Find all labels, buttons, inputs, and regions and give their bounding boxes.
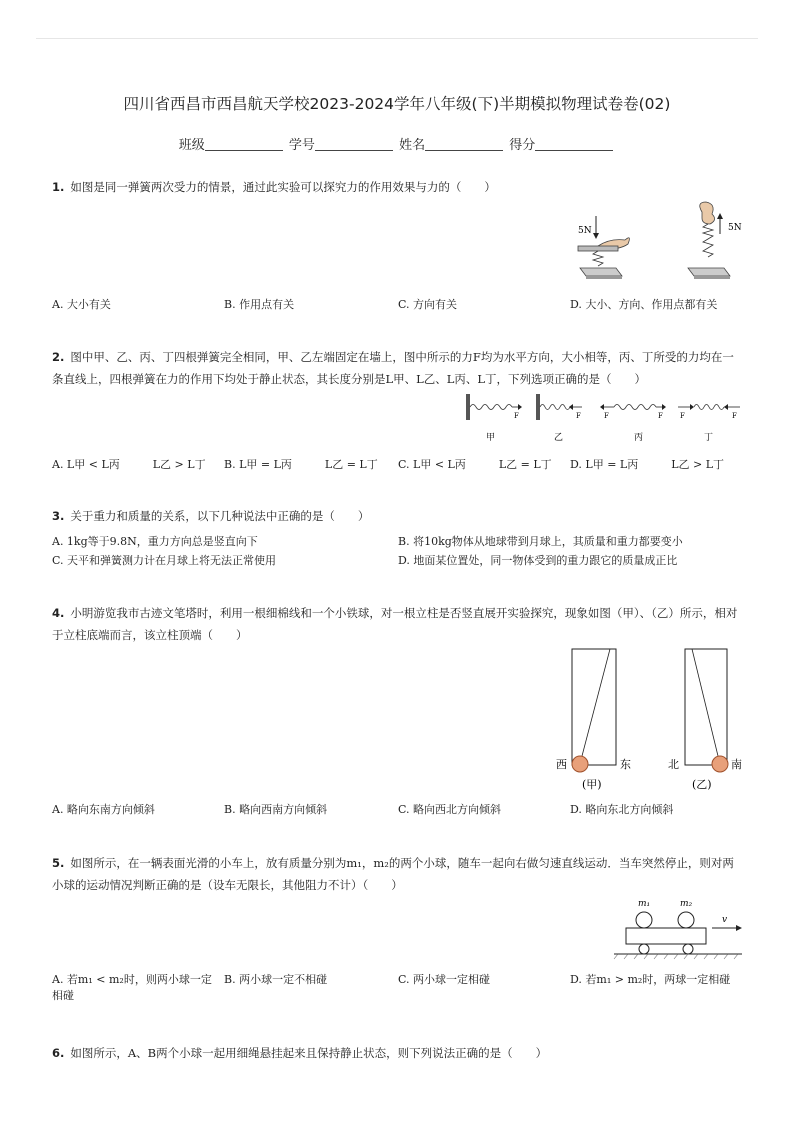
force-label: F	[680, 412, 685, 420]
wall-icon	[536, 394, 540, 420]
name-label: 姓名	[399, 138, 426, 153]
iron-ball-icon	[572, 756, 588, 772]
q2-option-b[interactable]: B. L甲 = L丙 L乙 = L丁	[224, 458, 378, 471]
east-label: 东	[620, 758, 631, 771]
spring-icon	[614, 405, 656, 410]
question-number: 5.	[52, 856, 65, 870]
q5-option-a[interactable]: A. 若m₁ < m₂时，则两小球一定相碰	[52, 973, 212, 1002]
question-number: 6.	[52, 1046, 65, 1060]
spring-icon	[694, 405, 724, 410]
plumb-line	[582, 649, 610, 756]
q1-figure	[570, 200, 750, 290]
question-number: 4.	[52, 606, 65, 620]
question-5	[52, 852, 742, 896]
class-label: 班级	[178, 138, 205, 153]
fig-label-yi: 乙	[554, 433, 564, 443]
question-3	[52, 505, 742, 527]
wheel-icon	[683, 944, 693, 954]
q3-option-c[interactable]: C. 天平和弹簧测力计在月球上将无法正常使用	[52, 554, 277, 567]
south-label: 南	[731, 758, 742, 771]
west-label: 西	[556, 758, 567, 771]
question-number: 2.	[52, 350, 65, 364]
question-6	[52, 1042, 742, 1064]
q4-option-c[interactable]: C. 略向西北方向倾斜	[398, 803, 502, 816]
question-1	[52, 176, 742, 198]
fig-label-ding: 丁	[704, 433, 714, 443]
question-text: 如图是同一弹簧两次受力的情景，通过此实验可以探究力的作用效果与力的（ ）	[70, 180, 496, 194]
caption-yi: (乙)	[692, 778, 712, 791]
q4-option-d[interactable]: D. 略向东北方向倾斜	[570, 803, 674, 816]
q1-option-b[interactable]: B. 作用点有关	[224, 298, 295, 311]
spring-icon	[593, 251, 603, 266]
q4-option-b[interactable]: B. 略向西南方向倾斜	[224, 803, 328, 816]
spring-icon	[470, 405, 512, 410]
q2-option-c[interactable]: C. L甲 < L丙 L乙 = L丁	[398, 458, 552, 471]
q1-option-c[interactable]: C. 方向有关	[398, 298, 458, 311]
ball-m1	[636, 912, 652, 928]
force-label: F	[604, 412, 609, 420]
q5-option-b[interactable]: B. 两小球一定不相碰	[224, 973, 328, 986]
force-label: F	[732, 412, 737, 420]
class-field[interactable]	[205, 138, 283, 151]
header-divider	[36, 38, 758, 39]
q5-option-c[interactable]: C. 两小球一定相碰	[398, 973, 491, 986]
wall-icon	[466, 394, 470, 420]
id-field[interactable]	[315, 138, 393, 151]
hand-icon	[700, 202, 715, 224]
cart-body	[626, 928, 706, 944]
north-label: 北	[668, 758, 679, 771]
page-title: 四川省西昌市西昌航天学校2023-2024学年八年级(下)半期模拟物理试卷卷(02)	[123, 95, 671, 113]
question-number: 3.	[52, 509, 65, 523]
caption-jia: (甲)	[582, 778, 602, 791]
force-label: F	[514, 412, 519, 420]
question-text: 图中甲、乙、丙、丁四根弹簧完全相同，甲、乙左端固定在墙上，图中所示的力F均为水平方向，大小相等，丙、丁所受的力均在一条直线上，四根弹簧在力的作用下均处于静止状态，其长度分别是L甲、L乙、L丙、L丁，下列选项正确的是（ ）	[52, 350, 734, 386]
question-2	[52, 346, 742, 390]
pillar-jia	[572, 649, 616, 765]
question-text: 关于重力和质量的关系，以下几种说法中正确的是（ ）	[70, 509, 370, 523]
score-field[interactable]	[535, 138, 613, 151]
m2-label: m₂	[680, 899, 693, 909]
q2-option-d[interactable]: D. L甲 = L丙 L乙 > L丁	[570, 458, 725, 471]
q2-option-a[interactable]: A. L甲 < L丙 L乙 > L丁	[52, 458, 206, 471]
question-text: 如图所示，在一辆表面光滑的小车上，放有质量分别为m₁，m₂的两个小球，随车一起向右做匀速直线运动．当车突然停止，则对两小球的运动情况判断正确的是（设车无限长，其他阻力不计）（ ）	[52, 856, 734, 892]
question-number: 1.	[52, 180, 65, 194]
fig-label-bing: 丙	[634, 433, 644, 443]
question-text: 小明游览我市古迹文笔塔时，利用一根细棉线和一个小铁球，对一根立柱是否竖直展开实验探究，现象如图（甲）、（乙）所示，相对于立柱底端而言，该立柱顶端（ ）	[52, 606, 738, 642]
name-field[interactable]	[425, 138, 503, 151]
q1-force-label-left: 5N	[578, 226, 592, 236]
plumb-line	[692, 649, 718, 756]
q4-option-a[interactable]: A. 略向东南方向倾斜	[52, 803, 155, 816]
q3-option-d[interactable]: D. 地面某位置处，同一物体受到的重力跟它的质量成正比	[398, 554, 678, 567]
spring-icon	[540, 405, 570, 410]
score-label: 得分	[509, 138, 536, 153]
q1-force-label-right: 5N	[728, 223, 742, 233]
velocity-label: v	[722, 915, 728, 925]
question-4	[52, 602, 742, 646]
wheel-icon	[639, 944, 649, 954]
id-label: 学号	[288, 138, 315, 153]
q5-option-d[interactable]: D. 若m₁ > m₂时，两球一定相碰	[570, 973, 731, 986]
q4-figure	[552, 646, 752, 792]
q2-figure	[462, 392, 752, 448]
q1-option-a[interactable]: A. 大小有关	[52, 298, 111, 311]
fig-label-jia: 甲	[486, 433, 496, 443]
force-label: F	[658, 412, 663, 420]
q5-figure	[604, 894, 750, 960]
force-label: F	[576, 412, 581, 420]
iron-ball-icon	[712, 756, 728, 772]
q1-option-d[interactable]: D. 大小、方向、作用点都有关	[570, 298, 718, 311]
question-text: 如图所示，A、B两个小球一起用细绳悬挂起来且保持静止状态，则下列说法正确的是（ ）	[70, 1046, 548, 1060]
m1-label: m₁	[638, 899, 651, 909]
q3-option-b[interactable]: B. 将10kg物体从地球带到月球上，其质量和重力都要变小	[398, 535, 683, 548]
spring-icon	[703, 224, 713, 257]
q3-option-a[interactable]: A. 1kg等于9.8N，重力方向总是竖直向下	[52, 535, 258, 548]
student-info-line	[0, 134, 794, 153]
ball-m2	[678, 912, 694, 928]
